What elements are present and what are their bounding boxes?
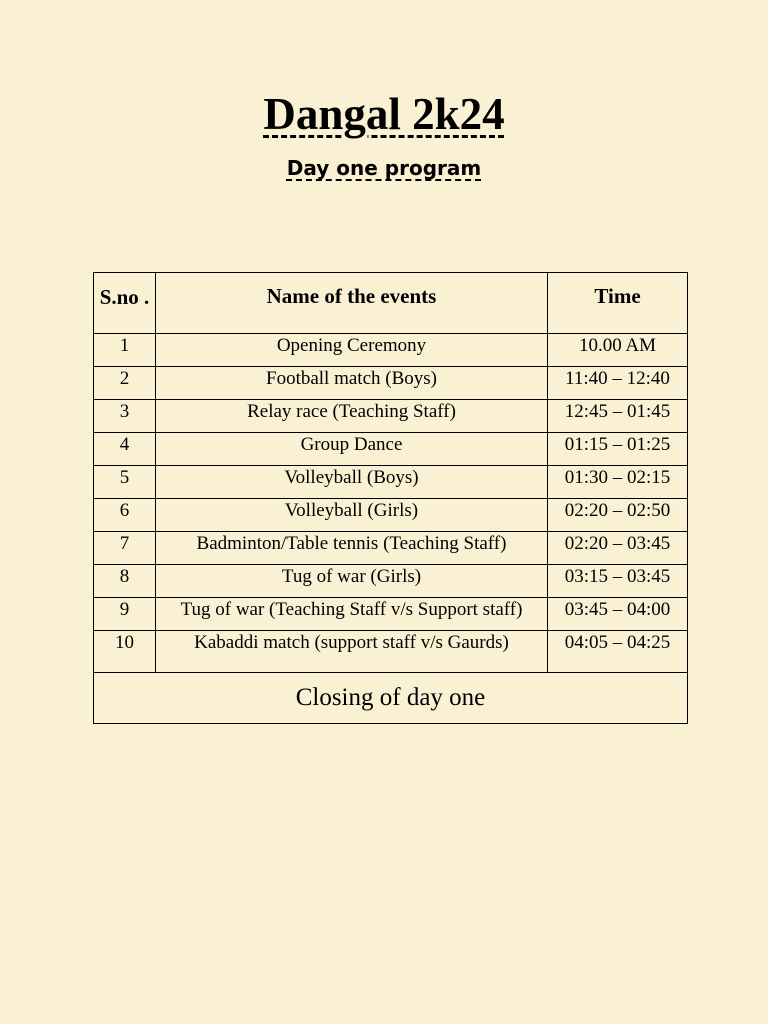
cell-sno: 7	[94, 532, 156, 565]
page-title-text: Dangal 2k24	[263, 89, 505, 139]
schedule-table	[93, 272, 688, 724]
table-row	[94, 400, 688, 433]
cell-event: Badminton/Table tennis (Teaching Staff)	[156, 532, 548, 565]
table-header-row	[94, 273, 688, 334]
cell-sno: 2	[94, 367, 156, 400]
closing-row	[94, 673, 688, 724]
cell-sno: 4	[94, 433, 156, 466]
table-row	[94, 565, 688, 598]
cell-event: Tug of war (Girls)	[156, 565, 548, 598]
closing-text: Closing of day one	[94, 673, 688, 724]
cell-sno: 6	[94, 499, 156, 532]
cell-event: Football match (Boys)	[156, 367, 548, 400]
cell-time: 12:45 – 01:45	[548, 400, 688, 433]
cell-time: 04:05 – 04:25	[548, 631, 688, 673]
cell-time: 01:15 – 01:25	[548, 433, 688, 466]
cell-event: Volleyball (Girls)	[156, 499, 548, 532]
table-row	[94, 433, 688, 466]
table-row	[94, 334, 688, 367]
cell-time: 02:20 – 03:45	[548, 532, 688, 565]
table-row	[94, 367, 688, 400]
cell-sno: 1	[94, 334, 156, 367]
cell-sno: 8	[94, 565, 156, 598]
cell-sno: 3	[94, 400, 156, 433]
column-header-time: Time	[548, 273, 688, 334]
page-subtitle-text: Day one program	[286, 156, 482, 180]
page-subtitle	[0, 154, 768, 182]
table-row	[94, 499, 688, 532]
cell-time: 02:20 – 02:50	[548, 499, 688, 532]
column-header-event: Name of the events	[156, 273, 548, 334]
cell-event: Relay race (Teaching Staff)	[156, 400, 548, 433]
page-title	[0, 86, 768, 142]
cell-time: 01:30 – 02:15	[548, 466, 688, 499]
cell-event: Opening Ceremony	[156, 334, 548, 367]
cell-time: 10.00 AM	[548, 334, 688, 367]
cell-time: 03:15 – 03:45	[548, 565, 688, 598]
cell-sno: 9	[94, 598, 156, 631]
table-row	[94, 631, 688, 673]
cell-event: Tug of war (Teaching Staff v/s Support staff)	[156, 598, 548, 631]
table-row	[94, 466, 688, 499]
cell-event: Kabaddi match (support staff v/s Gaurds)	[156, 631, 548, 673]
column-header-sno: S.no .	[94, 273, 156, 334]
cell-sno: 10	[94, 631, 156, 673]
cell-event: Group Dance	[156, 433, 548, 466]
table-row	[94, 532, 688, 565]
cell-event: Volleyball (Boys)	[156, 466, 548, 499]
cell-sno: 5	[94, 466, 156, 499]
cell-time: 11:40 – 12:40	[548, 367, 688, 400]
cell-time: 03:45 – 04:00	[548, 598, 688, 631]
table-row	[94, 598, 688, 631]
